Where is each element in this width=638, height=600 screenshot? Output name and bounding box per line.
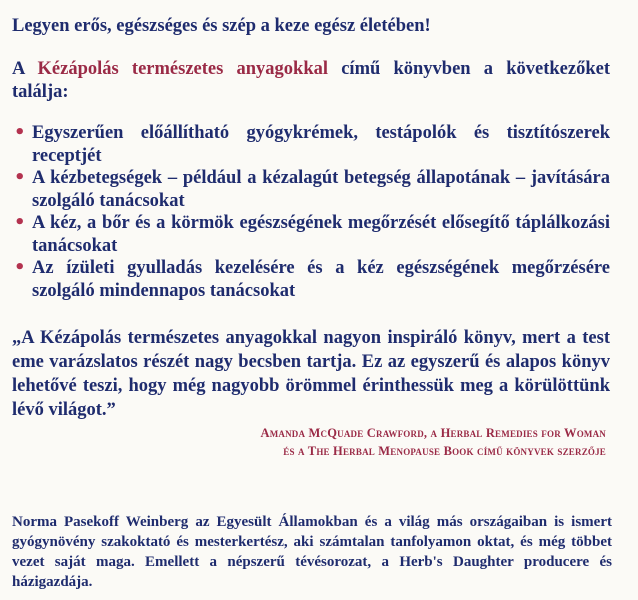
feature-list <box>12 122 614 302</box>
author-bio: Norma Pasekoff Weinberg az Egyesült Államokban és a világ más országaiban is ismert gyógynövény szakoktató és mesterkertész, aki számtalan tanfolyamon oktat, és még többet vezet saját maga. Emellett a népszerű tévésorozat, a Herb's Daughter producere és házigazdája. <box>12 514 612 590</box>
bullet-icon: • <box>14 257 26 278</box>
feature-item <box>12 167 614 212</box>
intro-prefix: A <box>12 59 38 79</box>
feature-text: A kézbetegségek – például a kézalagút betegség állapotának – javítására szolgáló tanácsokat <box>32 168 610 211</box>
feature-item <box>12 122 614 167</box>
headline: Legyen erős, egészséges és szép a keze egész életében! <box>12 16 431 36</box>
feature-text: Egyszerűen előállítható gyógykrémek, testápolók és tisztítószerek receptjét <box>32 123 610 166</box>
bullet-icon: • <box>14 212 26 233</box>
feature-text: A kéz, a bőr és a körmök egészségének megőrzését elősegítő táplálkozási tanácsokat <box>32 213 610 256</box>
feature-item <box>12 257 614 302</box>
bullet-icon: • <box>14 167 26 188</box>
attribution-line-2: és a The Herbal Menopause Book című könyvek szerzője <box>283 444 606 458</box>
feature-text: Az ízületi gyulladás kezelésére és a kéz egészségének megőrzésére szolgáló mindennapos tanácsokat <box>32 258 610 301</box>
quote-attribution <box>12 424 614 460</box>
attribution-line-1: Amanda McQuade Crawford, a Herbal Remedies for Woman <box>260 426 606 440</box>
bullet-icon: • <box>14 122 26 143</box>
feature-item <box>12 212 614 257</box>
book-title: Kézápolás természetes anyagokkal <box>37 59 329 79</box>
intro-paragraph <box>12 58 614 104</box>
intro-suffix: című könyvben a következőket találja: <box>12 59 610 102</box>
testimonial-quote: „A Kézápolás természetes anyagokkal nagyon inspiráló könyv, mert a test eme varázslatos részét nagy becsben tartja. Ez az egyszerű és alapos könyv lehetővé teszi, hogy még nagyobb örömmel érinthessük meg a körülöttünk lévő világot.” <box>12 328 610 420</box>
